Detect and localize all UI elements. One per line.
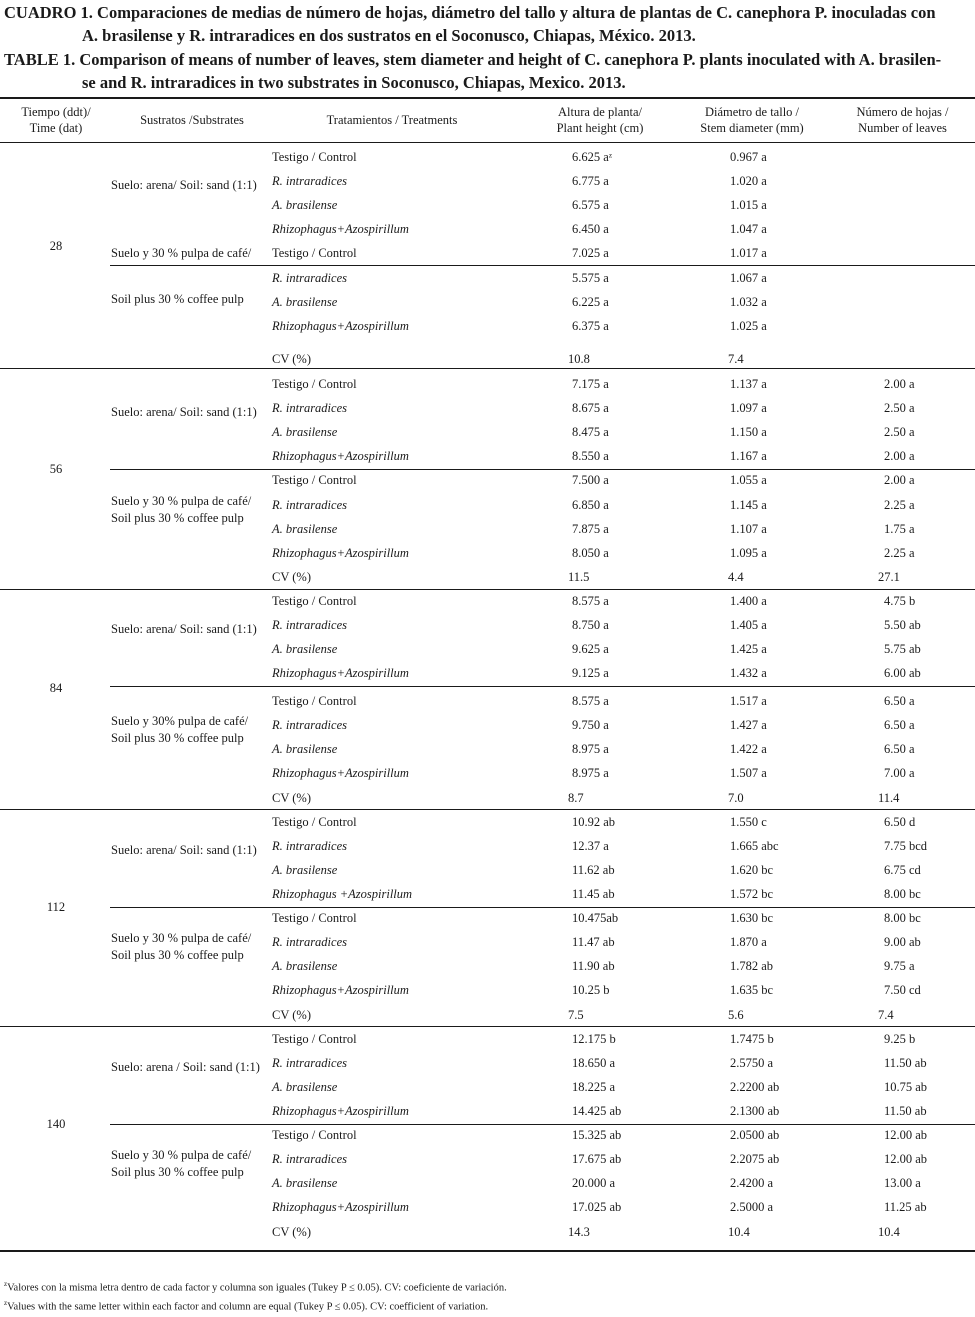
treatment-name: Rhizophagus+Azospirillum: [272, 222, 409, 236]
header-leaves-line1: Número de hojas /: [856, 105, 949, 119]
plant-height-value: 8.675 a: [572, 401, 609, 415]
header-leaves: [825, 104, 975, 136]
treatment-name: R. intraradices: [272, 174, 347, 188]
substrate-label: Suelo y 30% pulpa de café/: [111, 714, 249, 728]
leaves-value: 6.50 d: [884, 815, 916, 829]
cv-leaves-value: 7.4: [878, 1008, 894, 1022]
stem-diameter-value: 1.150 a: [730, 425, 767, 439]
plant-height-value: 6.850 a: [572, 498, 609, 512]
leaves-value: 6.50 a: [884, 718, 915, 732]
substrate-label: Suelo: arena/ Soil: sand (1:1): [111, 622, 257, 636]
leaves-value: 11.50 ab: [884, 1056, 927, 1070]
plant-height-value: 8.575 a: [572, 694, 609, 708]
leaves-value: 8.00 bc: [884, 911, 921, 925]
treatment-name: Rhizophagus+Azospirillum: [272, 449, 409, 463]
caption-english-line2: se and R. intraradices in two substrates in Soconusco, Chiapas, Mexico. 2013.: [82, 72, 626, 92]
leaves-value: 5.75 ab: [884, 642, 921, 656]
stem-diameter-value: 0.967 a: [730, 150, 767, 164]
cv-diameter-value: 4.4: [728, 570, 744, 584]
plant-height-value: 6.625 aᶻ: [572, 150, 613, 164]
header-height-line1: Altura de planta/: [558, 105, 642, 119]
treatment-name: Rhizophagus+Azospirillum: [272, 766, 409, 780]
treatment-name: A. brasilense: [272, 1080, 338, 1094]
table-top-rule: [0, 97, 975, 99]
stem-diameter-value: 1.665 abc: [730, 839, 779, 853]
time-group-separator: [0, 809, 975, 810]
leaves-value: 2.25 a: [884, 546, 915, 560]
plant-height-value: 6.575 a: [572, 198, 609, 212]
leaves-value: 6.50 a: [884, 694, 915, 708]
leaves-value: 6.75 cd: [884, 863, 921, 877]
substrate-label: Soil plus 30 % coffee pulp: [111, 948, 244, 962]
treatment-name: Testigo / Control: [272, 694, 357, 708]
stem-diameter-value: 2.2200 ab: [730, 1080, 780, 1094]
substrate-separator: [110, 1124, 975, 1125]
plant-height-value: 6.450 a: [572, 222, 609, 236]
stem-diameter-value: 1.432 a: [730, 666, 767, 680]
time-label: 112: [46, 900, 66, 914]
treatment-name: Testigo / Control: [272, 150, 357, 164]
cv-diameter-value: 10.4: [728, 1225, 750, 1239]
treatment-name: R. intraradices: [272, 271, 347, 285]
substrate-label: Suelo: arena/ Soil: sand (1:1): [111, 178, 257, 192]
plant-height-value: 6.225 a: [572, 295, 609, 309]
treatment-name: R. intraradices: [272, 1152, 347, 1166]
cv-leaves-value: 10.4: [878, 1225, 900, 1239]
plant-height-value: 7.500 a: [572, 473, 609, 487]
stem-diameter-value: 1.025 a: [730, 319, 767, 333]
stem-diameter-value: 1.145 a: [730, 498, 767, 512]
header-time: [0, 104, 112, 136]
substrate-separator: [110, 686, 975, 687]
header-time-line1: Tiempo (ddt)/: [21, 105, 91, 119]
plant-height-value: 20.000 a: [572, 1176, 616, 1190]
stem-diameter-value: 2.0500 ab: [730, 1128, 780, 1142]
treatment-name: Rhizophagus+Azospirillum: [272, 1104, 409, 1118]
plant-height-value: 8.575 a: [572, 594, 609, 608]
time-group-separator: [0, 368, 975, 369]
plant-height-value: 8.750 a: [572, 618, 609, 632]
footnote-marker: z: [4, 1299, 8, 1307]
treatment-name: R. intraradices: [272, 498, 347, 512]
substrate-label: Soil plus 30 % coffee pulp: [111, 292, 244, 306]
substrate-label: Suelo y 30 % pulpa de café/: [111, 931, 252, 945]
plant-height-value: 11.47 ab: [572, 935, 615, 949]
leaves-value: 10.75 ab: [884, 1080, 928, 1094]
treatment-name: A. brasilense: [272, 198, 338, 212]
time-label: 28: [49, 239, 63, 253]
header-diameter: [672, 104, 832, 136]
leaves-value: 13.00 a: [884, 1176, 921, 1190]
treatment-name: A. brasilense: [272, 1176, 338, 1190]
treatment-name: Rhizophagus+Azospirillum: [272, 666, 409, 680]
treatment-name: Rhizophagus+Azospirillum: [272, 319, 409, 333]
plant-height-value: 7.875 a: [572, 522, 609, 536]
treatment-name: Testigo / Control: [272, 1128, 357, 1142]
treatment-name: A. brasilense: [272, 742, 338, 756]
plant-height-value: 9.625 a: [572, 642, 609, 656]
cv-height-value: 7.5: [568, 1008, 584, 1022]
leaves-value: 7.50 cd: [884, 983, 921, 997]
cv-height-value: 14.3: [568, 1225, 590, 1239]
treatment-name: R. intraradices: [272, 618, 347, 632]
footnote-english: [4, 1296, 488, 1315]
plant-height-value: 8.550 a: [572, 449, 609, 463]
cv-leaves-value: 27.1: [878, 570, 900, 584]
plant-height-value: 10.25 b: [572, 983, 610, 997]
plant-height-value: 7.175 a: [572, 377, 609, 391]
stem-diameter-value: 1.020 a: [730, 174, 767, 188]
plant-height-value: 17.675 ab: [572, 1152, 622, 1166]
stem-diameter-value: 1.405 a: [730, 618, 767, 632]
cv-height-value: 11.5: [568, 570, 590, 584]
substrate-label: Suelo y 30 % pulpa de café/: [111, 1148, 252, 1162]
treatment-name: A. brasilense: [272, 425, 338, 439]
cv-label: CV (%): [272, 1008, 312, 1022]
plant-height-value: 14.425 ab: [572, 1104, 622, 1118]
stem-diameter-value: 1.422 a: [730, 742, 767, 756]
header-time-line2: Time (dat): [29, 121, 83, 135]
stem-diameter-value: 1.7475 b: [730, 1032, 774, 1046]
leaves-value: 6.00 ab: [884, 666, 921, 680]
leaves-value: 9.25 b: [884, 1032, 916, 1046]
cv-height-value: 8.7: [568, 791, 584, 805]
substrate-separator: [110, 265, 975, 266]
leaves-value: 2.00 a: [884, 377, 915, 391]
treatment-name: Testigo / Control: [272, 594, 357, 608]
header-diameter-line2: Stem diameter (mm): [700, 121, 804, 135]
stem-diameter-value: 1.167 a: [730, 449, 767, 463]
treatment-name: Testigo / Control: [272, 246, 357, 260]
substrate-label: Suelo: arena/ Soil: sand (1:1): [111, 405, 257, 419]
header-substrates: Sustratos /Substrates: [140, 113, 244, 127]
treatment-name: A. brasilense: [272, 863, 338, 877]
plant-height-value: 10.475ab: [572, 911, 619, 925]
leaves-value: 11.50 ab: [884, 1104, 927, 1118]
treatment-name: Rhizophagus+Azospirillum: [272, 983, 409, 997]
stem-diameter-value: 1.017 a: [730, 246, 767, 260]
substrate-label: Soil plus 30 % coffee pulp: [111, 731, 244, 745]
treatment-name: A. brasilense: [272, 959, 338, 973]
treatment-name: Rhizophagus+Azospirillum: [272, 1200, 409, 1214]
leaves-value: 9.00 ab: [884, 935, 921, 949]
header-diameter-line1: Diámetro de tallo /: [704, 105, 800, 119]
stem-diameter-value: 1.550 c: [730, 815, 767, 829]
header-treatments: Tratamientos / Treatments: [326, 113, 458, 127]
leaves-value: 2.00 a: [884, 449, 915, 463]
stem-diameter-value: 1.782 ab: [730, 959, 774, 973]
stem-diameter-value: 1.032 a: [730, 295, 767, 309]
plant-height-value: 11.90 ab: [572, 959, 615, 973]
plant-height-value: 7.025 a: [572, 246, 609, 260]
stem-diameter-value: 1.425 a: [730, 642, 767, 656]
header-height: [520, 104, 680, 136]
plant-height-value: 17.025 ab: [572, 1200, 622, 1214]
cv-diameter-value: 7.4: [728, 352, 744, 366]
treatment-name: Testigo / Control: [272, 377, 357, 391]
stem-diameter-value: 1.107 a: [730, 522, 767, 536]
plant-height-value: 8.475 a: [572, 425, 609, 439]
plant-height-value: 8.975 a: [572, 742, 609, 756]
plant-height-value: 9.125 a: [572, 666, 609, 680]
substrate-label: Suelo y 30 % pulpa de café/: [111, 246, 252, 260]
footnote-english-text: Values with the same letter within each factor and column are equal (Tukey P ≤ 0.05). CV: coefficient of variation.: [7, 1301, 489, 1313]
treatment-name: Testigo / Control: [272, 1032, 357, 1046]
plant-height-value: 6.375 a: [572, 319, 609, 333]
treatment-name: R. intraradices: [272, 839, 347, 853]
treatment-name: R. intraradices: [272, 718, 347, 732]
treatment-name: Rhizophagus+Azospirillum: [272, 546, 409, 560]
leaves-value: 8.00 bc: [884, 887, 921, 901]
time-group-separator: [0, 1026, 975, 1027]
stem-diameter-value: 1.635 bc: [730, 983, 774, 997]
leaves-value: 2.50 a: [884, 425, 915, 439]
time-group-separator: [0, 589, 975, 590]
leaves-value: 2.50 a: [884, 401, 915, 415]
substrate-label: Suelo: arena/ Soil: sand (1:1): [111, 843, 257, 857]
time-label: 140: [46, 1117, 66, 1131]
treatment-name: R. intraradices: [272, 1056, 347, 1070]
cv-label: CV (%): [272, 570, 312, 584]
time-label: 56: [49, 462, 63, 476]
table-bottom-rule: [0, 1250, 975, 1252]
leaves-value: 6.50 a: [884, 742, 915, 756]
stem-diameter-value: 1.620 bc: [730, 863, 774, 877]
header-rule: [0, 142, 975, 143]
footnote-spanish: [4, 1277, 507, 1296]
plant-height-value: 18.225 a: [572, 1080, 616, 1094]
plant-height-value: 11.62 ab: [572, 863, 615, 877]
plant-height-value: 5.575 a: [572, 271, 609, 285]
plant-height-value: 11.45 ab: [572, 887, 615, 901]
stem-diameter-value: 1.400 a: [730, 594, 767, 608]
stem-diameter-value: 1.517 a: [730, 694, 767, 708]
stem-diameter-value: 1.870 a: [730, 935, 767, 949]
caption-spanish-line1: CUADRO 1. Comparaciones de medias de número de hojas, diámetro del tallo y altura de plantas de C. canephora P. inoculadas con: [4, 3, 936, 22]
substrate-separator: [110, 907, 975, 908]
leaves-value: 11.25 ab: [884, 1200, 927, 1214]
treatment-name: Testigo / Control: [272, 911, 357, 925]
stem-diameter-value: 1.015 a: [730, 198, 767, 212]
treatment-name: A. brasilense: [272, 642, 338, 656]
leaves-value: 12.00 ab: [884, 1152, 928, 1166]
plant-height-value: 10.92 ab: [572, 815, 616, 829]
treatment-name: A. brasilense: [272, 295, 338, 309]
footnote-spanish-text: Valores con la misma letra dentro de cada factor y columna son iguales (Tukey P ≤ 0.05). CV: coeficiente de variación.: [7, 1282, 507, 1294]
cv-label: CV (%): [272, 791, 312, 805]
caption-spanish: [4, 2, 971, 47]
leaves-value: 5.50 ab: [884, 618, 921, 632]
substrate-label: Suelo: arena / Soil: sand (1:1): [111, 1060, 260, 1074]
substrate-label: Suelo y 30 % pulpa de café/: [111, 494, 252, 508]
plant-height-value: 8.975 a: [572, 766, 609, 780]
stem-diameter-value: 1.055 a: [730, 473, 767, 487]
treatment-name: R. intraradices: [272, 935, 347, 949]
plant-height-value: 15.325 ab: [572, 1128, 622, 1142]
stem-diameter-value: 2.5750 a: [730, 1056, 774, 1070]
stem-diameter-value: 2.2075 ab: [730, 1152, 780, 1166]
substrate-label: Soil plus 30 % coffee pulp: [111, 511, 244, 525]
plant-height-value: 12.175 b: [572, 1032, 616, 1046]
leaves-value: 7.75 bcd: [884, 839, 928, 853]
stem-diameter-value: 1.047 a: [730, 222, 767, 236]
substrate-separator: [110, 469, 975, 470]
plant-height-value: 6.775 a: [572, 174, 609, 188]
stem-diameter-value: 1.427 a: [730, 718, 767, 732]
time-label: 84: [49, 681, 63, 695]
stem-diameter-value: 2.5000 a: [730, 1200, 774, 1214]
cv-diameter-value: 5.6: [728, 1008, 744, 1022]
treatment-name: Testigo / Control: [272, 815, 357, 829]
treatment-name: Rhizophagus +Azospirillum: [272, 887, 413, 901]
treatment-name: Testigo / Control: [272, 473, 357, 487]
footnote-marker: z: [4, 1280, 8, 1288]
treatment-name: R. intraradices: [272, 401, 347, 415]
stem-diameter-value: 1.097 a: [730, 401, 767, 415]
leaves-value: 9.75 a: [884, 959, 915, 973]
substrate-label: Soil plus 30 % coffee pulp: [111, 1165, 244, 1179]
stem-diameter-value: 1.507 a: [730, 766, 767, 780]
caption-english-line1: TABLE 1. Comparison of means of number of leaves, stem diameter and height of C. canephora P. plants inoculated with A. brasilen-: [4, 50, 942, 69]
leaves-value: 12.00 ab: [884, 1128, 928, 1142]
caption-english: [4, 49, 971, 94]
cv-leaves-value: 11.4: [878, 791, 900, 805]
stem-diameter-value: 2.4200 a: [730, 1176, 774, 1190]
cv-label: CV (%): [272, 1225, 312, 1239]
stem-diameter-value: 1.137 a: [730, 377, 767, 391]
stem-diameter-value: 1.572 bc: [730, 887, 774, 901]
header-height-line2: Plant height (cm): [556, 121, 644, 135]
cv-diameter-value: 7.0: [728, 791, 744, 805]
leaves-value: 1.75 a: [884, 522, 915, 536]
plant-height-value: 8.050 a: [572, 546, 609, 560]
header-leaves-line2: Number of leaves: [858, 121, 947, 135]
leaves-value: 2.00 a: [884, 473, 915, 487]
stem-diameter-value: 1.067 a: [730, 271, 767, 285]
cv-label: CV (%): [272, 352, 312, 366]
plant-height-value: 12.37 a: [572, 839, 609, 853]
stem-diameter-value: 1.095 a: [730, 546, 767, 560]
leaves-value: 2.25 a: [884, 498, 915, 512]
caption-spanish-line2: A. brasilense y R. intraradices en dos sustratos en el Soconusco, Chiapas, México. 2013.: [82, 25, 696, 45]
leaves-value: 4.75 b: [884, 594, 916, 608]
stem-diameter-value: 1.630 bc: [730, 911, 774, 925]
treatment-name: A. brasilense: [272, 522, 338, 536]
stem-diameter-value: 2.1300 ab: [730, 1104, 780, 1118]
plant-height-value: 18.650 a: [572, 1056, 616, 1070]
plant-height-value: 9.750 a: [572, 718, 609, 732]
leaves-value: 7.00 a: [884, 766, 915, 780]
cv-height-value: 10.8: [568, 352, 590, 366]
